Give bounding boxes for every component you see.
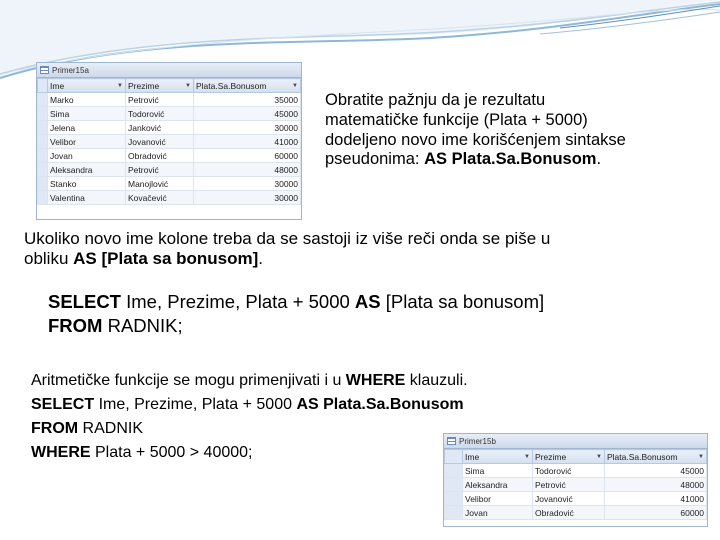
cell-plata: 48000 [194, 163, 301, 177]
cell-plata: 60000 [605, 506, 707, 520]
query-line: FROM RADNIK [31, 420, 144, 437]
cell-prezime: Jovanović [126, 135, 194, 149]
datasheet-tab [37, 63, 301, 78]
cell-prezime: Petrović [126, 163, 194, 177]
row-selector [445, 464, 463, 478]
cell-ime: Aleksandra [463, 478, 533, 492]
note-line: pseudonima: AS Plata.Sa.Bonusom. [325, 150, 602, 169]
cell-plata: 48000 [605, 478, 707, 492]
row-selector [445, 478, 463, 492]
query-result-screenshot-2 [443, 433, 708, 527]
query-line: SELECT Ime, Prezime, Plata + 5000 AS Plata.Sa.Bonusom [31, 396, 464, 413]
select-all-cell [38, 79, 48, 93]
row-selector [445, 506, 463, 520]
chevron-down-icon: ▼ [292, 82, 298, 89]
cell-prezime: Obradović [533, 506, 605, 520]
cell-ime: Velibor [463, 492, 533, 506]
note-line: dodeljeno novo ime korišćenjem sintakse [325, 130, 626, 149]
chevron-down-icon: ▼ [596, 453, 602, 460]
query-result-screenshot-1 [36, 62, 302, 220]
table-row [445, 492, 707, 506]
paragraph-line: obliku AS [Plata sa bonusom]. [24, 249, 264, 269]
cell-plata: 45000 [605, 464, 707, 478]
table-row [445, 506, 707, 520]
cell-plata: 41000 [194, 135, 301, 149]
cell-ime: Stanko [48, 177, 126, 191]
column-header-ime: Ime ▼ [48, 79, 126, 93]
cell-prezime: Obradović [126, 149, 194, 163]
sql-query-1 [48, 290, 708, 337]
cell-prezime: Todorović [533, 464, 605, 478]
header-row [445, 450, 707, 464]
result-table-2 [444, 449, 707, 520]
datasheet-tab [444, 434, 707, 449]
query-intro: Aritmetičke funkcije se mogu primenjivati i u WHERE klauzuli. [31, 372, 468, 389]
cell-ime: Jovan [463, 506, 533, 520]
query-line: FROM RADNIK; [48, 314, 183, 336]
table-row [445, 478, 707, 492]
select-all-cell [445, 450, 463, 464]
cell-ime: Jovan [48, 149, 126, 163]
chevron-down-icon: ▼ [698, 453, 704, 460]
query-line: SELECT Ime, Prezime, Plata + 5000 AS [Plata sa bonusom] [48, 291, 545, 312]
alias-note [325, 91, 715, 170]
column-header-plata: Plata.Sa.Bonusom ▼ [194, 79, 301, 93]
cell-prezime: Manojlović [126, 177, 194, 191]
cell-prezime: Todorović [126, 107, 194, 121]
row-selector [38, 107, 48, 121]
table-row [445, 464, 707, 478]
cell-plata: 30000 [194, 191, 301, 205]
cell-prezime: Petrović [126, 93, 194, 107]
query-line: WHERE Plata + 5000 > 40000; [31, 444, 253, 461]
cell-ime: Velibor [48, 135, 126, 149]
cell-plata: 60000 [194, 149, 301, 163]
row-selector [38, 149, 48, 163]
table-row [38, 163, 301, 177]
table-row [38, 93, 301, 107]
column-header-plata: Plata.Sa.Bonusom ▼ [605, 450, 707, 464]
cell-ime: Valentina [48, 191, 126, 205]
column-header-prezime: Prezime ▼ [533, 450, 605, 464]
chevron-down-icon: ▼ [117, 82, 123, 89]
column-header-prezime: Prezime ▼ [126, 79, 194, 93]
paragraph-line: Ukoliko novo ime kolone treba da se sastoji iz više reči onda se piše u [24, 229, 551, 248]
datasheet-title: Primer15b [459, 436, 496, 446]
result-table-1 [37, 78, 301, 205]
cell-ime: Aleksandra [48, 163, 126, 177]
row-selector [38, 93, 48, 107]
table-row [38, 149, 301, 163]
datasheet-title: Primer15a [52, 65, 89, 75]
column-header-ime: Ime ▼ [463, 450, 533, 464]
row-selector [445, 492, 463, 506]
table-row [38, 135, 301, 149]
multiword-paragraph [24, 229, 714, 270]
row-selector [38, 121, 48, 135]
cell-plata: 45000 [194, 107, 301, 121]
cell-plata: 41000 [605, 492, 707, 506]
table-icon [40, 66, 49, 74]
cell-prezime: Petrović [533, 478, 605, 492]
cell-prezime: Jovanović [533, 492, 605, 506]
cell-ime: Sima [48, 107, 126, 121]
row-selector [38, 177, 48, 191]
note-line: Obratite pažnju da je rezultatu [325, 91, 546, 109]
chevron-down-icon: ▼ [185, 82, 191, 89]
row-selector [38, 135, 48, 149]
cell-prezime: Kovačević [126, 191, 194, 205]
table-row [38, 177, 301, 191]
row-selector [38, 163, 48, 177]
table-row [38, 107, 301, 121]
cell-ime: Sima [463, 464, 533, 478]
cell-prezime: Janković [126, 121, 194, 135]
chevron-down-icon: ▼ [524, 453, 530, 460]
table-row [38, 191, 301, 205]
cell-ime: Marko [48, 93, 126, 107]
cell-plata: 30000 [194, 121, 301, 135]
header-row [38, 79, 301, 93]
note-line: matematičke funkcije (Plata + 5000) [325, 110, 588, 129]
row-selector [38, 191, 48, 205]
table-icon [447, 437, 456, 445]
cell-plata: 35000 [194, 93, 301, 107]
cell-plata: 30000 [194, 177, 301, 191]
cell-ime: Jelena [48, 121, 126, 135]
table-row [38, 121, 301, 135]
